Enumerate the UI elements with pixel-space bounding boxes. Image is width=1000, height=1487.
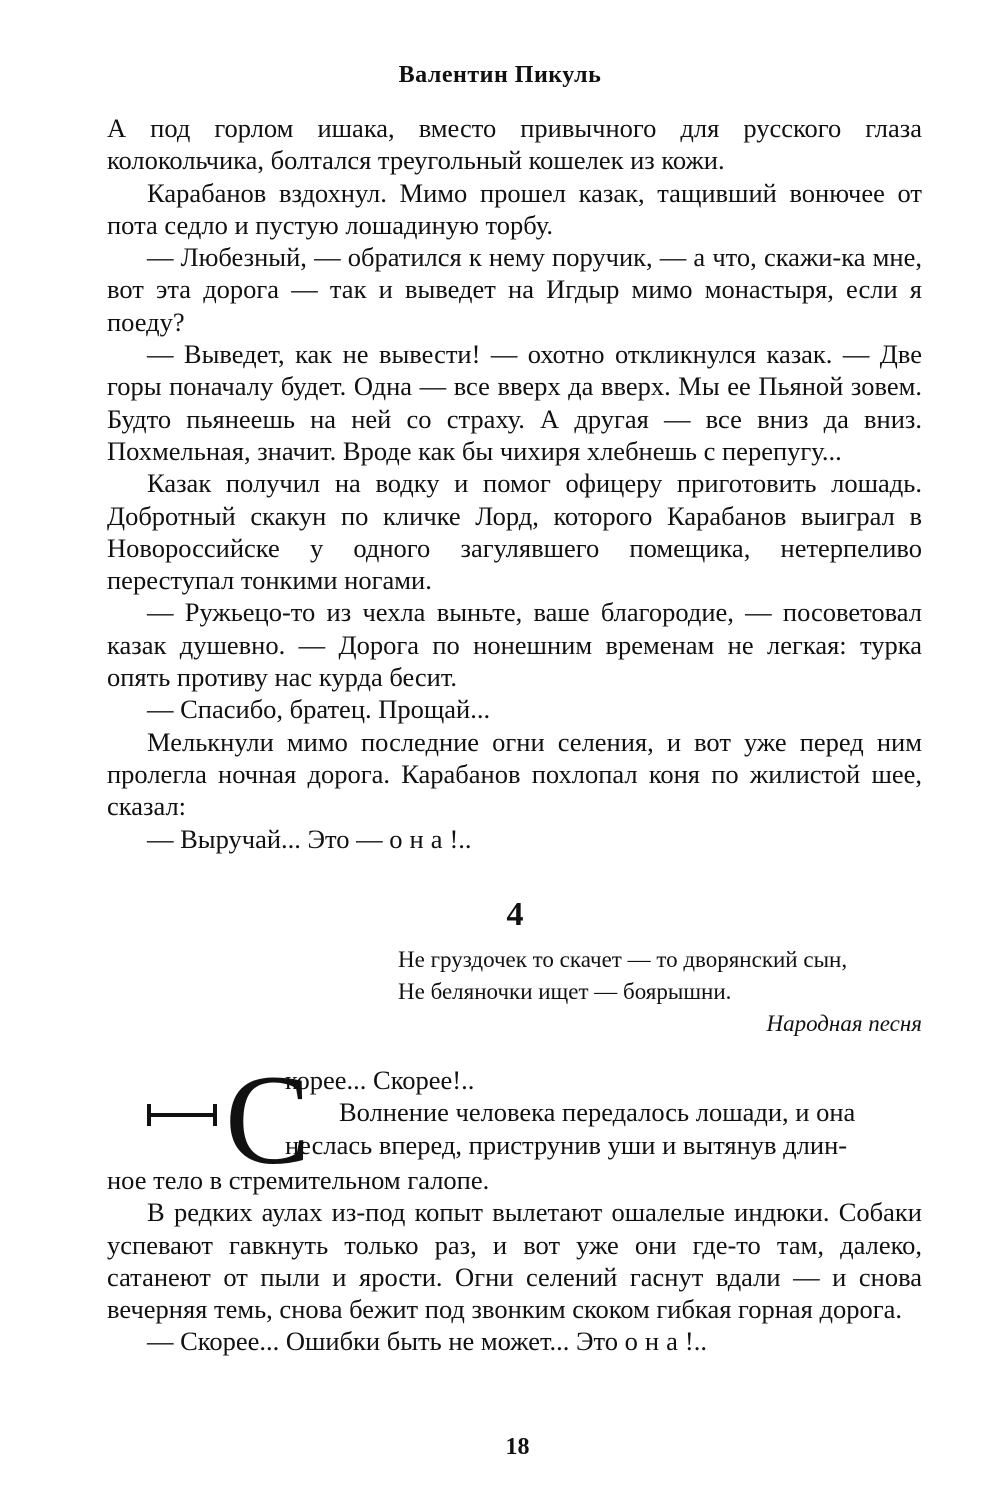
epigraph-line: Не груздочек то скачет — то дворянский сын, xyxy=(398,947,848,972)
dropcap-line: корее... Скорее!.. xyxy=(285,1065,475,1095)
page-number: 18 xyxy=(505,1434,530,1460)
dropcap-lines xyxy=(107,1064,922,1161)
dropcap-line: Волнение человека передалось лошади, и она xyxy=(339,1097,856,1128)
paragraph: — Спасибо, братец. Прощай... xyxy=(147,694,491,725)
last-line-prefix: — Выручай... Это — xyxy=(147,823,390,854)
paragraph: — Выведет, как не вывести! — охотно откликнулся казак. — Две горы поначалу будет. Одна — все вверх да вверх. Мы ее Пьяной зовем. Будто пьянеешь на ней со страху. А другая — все вниз да вниз. Похмельная, значит. Вроде как бы чихиря хлебнешь с перепугу... xyxy=(107,339,922,466)
paragraph: А под горлом ишака, вместо привычного для русского глаза колокольчика, болтался треугольный кошелек из кожи. xyxy=(107,113,922,176)
paragraph: Казак получил на водку и помог офицеру приготовить лошадь. Добротный скакун по кличке Лорд, которого Карабанов выиграл в Новороссийске у одного загулявшего помещика, нетерпеливо переступал тонкими ногами. xyxy=(107,468,922,596)
body-text xyxy=(107,112,922,855)
body-text-continued xyxy=(107,1164,922,1358)
dropcap-letter: С xyxy=(225,1049,311,1191)
paragraph: Мелькнули мимо последние огни селения, и вот уже перед ним пролегла ночная дорога. Карабанов похлопал коня по жилистой шее, сказал: xyxy=(107,726,922,822)
final-line-suffix: !.. xyxy=(684,1326,707,1357)
paragraph-final-line xyxy=(107,1325,922,1357)
last-line-suffix: !.. xyxy=(449,823,472,854)
paragraph: Карабанов вздохнул. Мимо прошел казак, тащивший вонючее от пота седло и пустую лошадиную торбу. xyxy=(107,177,922,240)
epigraph-line: Не беляночки ищет — боярышни. xyxy=(398,979,732,1004)
dropcap-line: неслась вперед, приструнив уши и вытянув длин- xyxy=(285,1129,848,1160)
last-line-spaced: она xyxy=(389,823,450,854)
final-line-prefix: — Скорее... Ошибки быть не может... Это xyxy=(147,1326,625,1357)
final-line-spaced: она xyxy=(624,1326,685,1357)
paragraph-last-line xyxy=(107,823,922,855)
chapter-number: 4 xyxy=(506,896,524,933)
paragraph: — Ружьецо-то из чехла выньте, ваше благородие, — посоветовал казак душевно. — Дорога по нонешним временам не легкая: турка опять противу нас курда бесит. xyxy=(107,597,922,693)
paragraph: — Любезный, — обратился к нему поручик, — а что, скажи-ка мне, вот эта дорога — так и выведет на Игдыр мимо монастыря, если я поеду? xyxy=(107,242,922,337)
paragraph: В редких аулах из-под копыт вылетают ошалелые индюки. Собаки успевают гавкнуть только раз, и вот уже они где-то там, далеко, сатанеют от пыли и ярости. Огни селений гаснут вдали — и снова вечерняя темь, снова бежит под звонким скоком гибкая горная дорога. xyxy=(107,1197,922,1325)
epigraph-source: Народная песня xyxy=(766,1011,922,1036)
epigraph xyxy=(398,944,922,1040)
paragraph: ное тело в стремительном галопе. xyxy=(107,1165,490,1195)
running-head: Валентин Пикуль xyxy=(398,62,602,88)
